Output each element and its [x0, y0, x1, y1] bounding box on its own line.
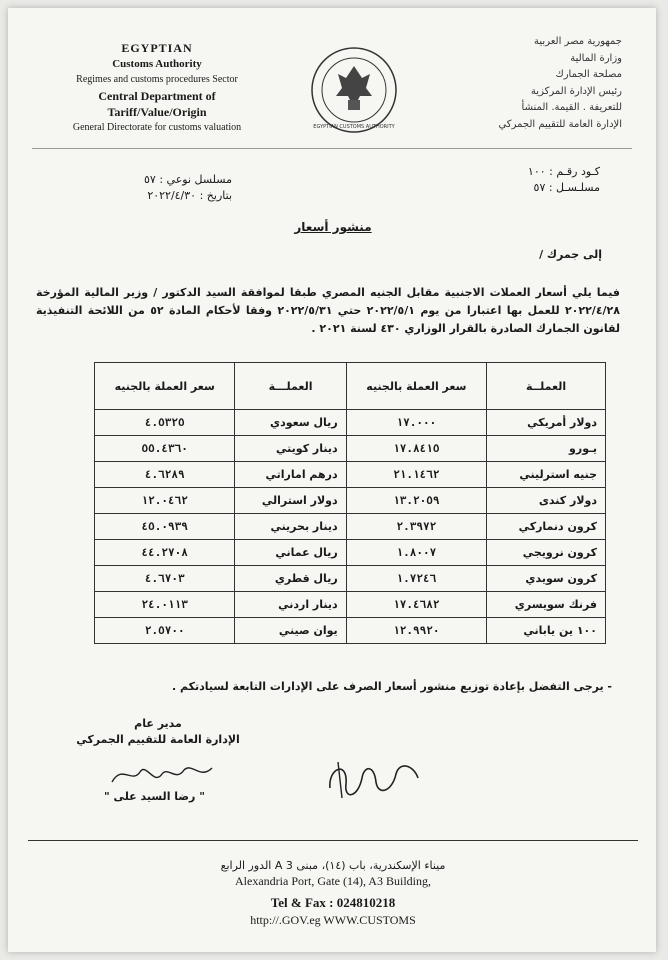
table-row [95, 514, 606, 540]
currency-name: درهم اماراتي [235, 462, 346, 488]
footer-website: http://.GOV.eg WWW.CUSTOMS [250, 913, 416, 927]
currency-rate: ١٧.٨٤١٥ [346, 436, 486, 462]
arabic-letterhead [452, 34, 622, 133]
currency-name: فرنك سويسري [487, 592, 606, 618]
letterhead-line: للتعريفة . القيمة. المنشأ [521, 102, 622, 113]
customs-seal-logo [308, 44, 400, 136]
code-number: كـود رقـم : ١٠٠ [527, 165, 600, 178]
currency-name: كرون دنماركي [487, 514, 606, 540]
table-row [95, 410, 606, 436]
table-header-row [95, 363, 606, 410]
letterhead-line: General Directorate for customs valuation [72, 122, 242, 133]
letterhead-line: الإدارة العامة للتقييم الجمركي [498, 118, 622, 130]
letterhead-line: EGYPTIAN [121, 41, 193, 55]
footer-address-en: Alexandria Port, Gate (14), A3 Building, [235, 874, 431, 888]
distribution-request: - يرجى التفضل بإعادة توزيع منشور أسعار الصرف على الإدارات التابعة لسيادتكم . [171, 680, 612, 693]
currency-rate: ٢٤.٠١١٣ [95, 592, 235, 618]
serial-date-block [112, 172, 232, 204]
header-divider [32, 148, 632, 149]
letterhead-line: Customs Authority [112, 58, 202, 70]
table-row [95, 436, 606, 462]
currency-name: دينار كويتي [235, 436, 346, 462]
column-header: سعر العملة بالجنيه [346, 363, 486, 410]
currency-rate: ٤٥.٠٩٣٩ [95, 514, 235, 540]
currency-name: كرون نرويجي [487, 540, 606, 566]
circular-date: بتاريخ : ٢٠٢٢/٤/٣٠ [147, 189, 232, 202]
currency-rate: ٤.٦٧٠٣ [95, 566, 235, 592]
currency-name: دولار استرالي [235, 488, 346, 514]
currency-rate: ١٧.٠٠٠ [346, 410, 486, 436]
handwritten-signature [318, 748, 428, 808]
footer-tel-fax: Tel & Fax : 024810218 [270, 895, 396, 910]
circular-title: منشور أسعار [294, 220, 372, 234]
currency-name: ريال عماني [235, 540, 346, 566]
currency-name: دينار اردني [235, 592, 346, 618]
intro-paragraph: فيما يلي أسعار العملات الاجنبية مقابل الجنيه المصري طبقا لموافقة السيد الدكتور / وزير المالية المؤرخة ٢٠٢٢/٤/٢٨ للعمل بها اعتبارا من يوم ٢٠٢٢/٥/١ حتي ٢٠٢٢/٥/٣١ وفقا لأحكام المادة ٥٢ من اللائحة التنفيذية لقانون الجمارك الصادرة بالقرار الوزاري ٤٣٠ لسنة ٢٠٢١ . [36, 286, 620, 335]
currency-rate: ١.٧٢٤٦ [346, 566, 486, 592]
addressee: إلى جمرك / [539, 248, 602, 261]
footer-address-ar: ميناء الإسكندرية، باب (١٤)، مبنى 3 A الدور الرابع [220, 859, 446, 872]
currency-name: ريال سعودي [235, 410, 346, 436]
letterhead-line: مصلحة الجمارك [555, 69, 622, 80]
document-page [8, 8, 656, 952]
table-row [95, 592, 606, 618]
letterhead-line: Regimes and customs procedures Sector [76, 74, 238, 85]
currency-name: ريال قطري [235, 566, 346, 592]
currency-rate: ٢.٣٩٧٢ [346, 514, 486, 540]
currency-rate: ١٣.٢٠٥٩ [346, 488, 486, 514]
table-row [95, 488, 606, 514]
letterhead-line: Central Department of [98, 89, 216, 103]
letterhead-line: وزارة المالية [570, 52, 622, 64]
table-row [95, 566, 606, 592]
column-header: العملــة [487, 363, 606, 410]
footer [28, 840, 638, 951]
exchange-rates-table [94, 362, 606, 644]
currency-name: يـورو [487, 436, 606, 462]
currency-rate: ١٧.٤٦٨٢ [346, 592, 486, 618]
letterhead-line: رئيس الإدارة المركزية [530, 85, 622, 97]
table-row [95, 618, 606, 644]
signatory-title-line: مدير عام [134, 717, 182, 730]
serial-number: مسلـسـل : ٥٧ [533, 181, 600, 194]
currency-rate: ٤.٦٢٨٩ [95, 462, 235, 488]
english-letterhead [32, 40, 282, 136]
letterhead-line: Tariff/Value/Origin [107, 105, 207, 119]
column-header: سعر العملة بالجنيه [95, 363, 235, 410]
signatory-title [68, 716, 248, 748]
currency-rate: ٥٥.٤٣٦٠ [95, 436, 235, 462]
table-row [95, 462, 606, 488]
serial-type: مسلسل نوعي : ٥٧ [144, 173, 232, 186]
currency-rate: ٢١.١٤٦٢ [346, 462, 486, 488]
handwritten-signature [102, 754, 222, 794]
currency-name: كرون سويدي [487, 566, 606, 592]
currency-rate: ٢.٥٧٠٠ [95, 618, 235, 644]
currency-rate: ١.٨٠٠٧ [346, 540, 486, 566]
code-serial-block [480, 164, 600, 196]
column-header: العملـــة [235, 363, 346, 410]
currency-name: دينار بحريني [235, 514, 346, 540]
currency-rate: ٤٤.٢٧٠٨ [95, 540, 235, 566]
currency-name: يوان صيني [235, 618, 346, 644]
currency-name: دولار أمريكي [487, 410, 606, 436]
signatory-title-line: الإدارة العامة للتقييم الجمركي [76, 733, 240, 746]
svg-text:EGYPTIAN CUSTOMS AUTHORITY: EGYPTIAN CUSTOMS AUTHORITY [313, 124, 395, 130]
table-row [95, 540, 606, 566]
currency-name: ١٠٠ ين ياباني [487, 618, 606, 644]
currency-name: دولار كندى [487, 488, 606, 514]
currency-rate: ٤.٥٣٢٥ [95, 410, 235, 436]
signatory-name: " رضا السيد على " [104, 790, 205, 803]
currency-name: جنيه استرليني [487, 462, 606, 488]
letterhead-line: جمهورية مصر العربية [534, 36, 622, 47]
currency-rate: ١٢.٩٩٢٠ [346, 618, 486, 644]
currency-rate: ١٢.٠٤٦٢ [95, 488, 235, 514]
